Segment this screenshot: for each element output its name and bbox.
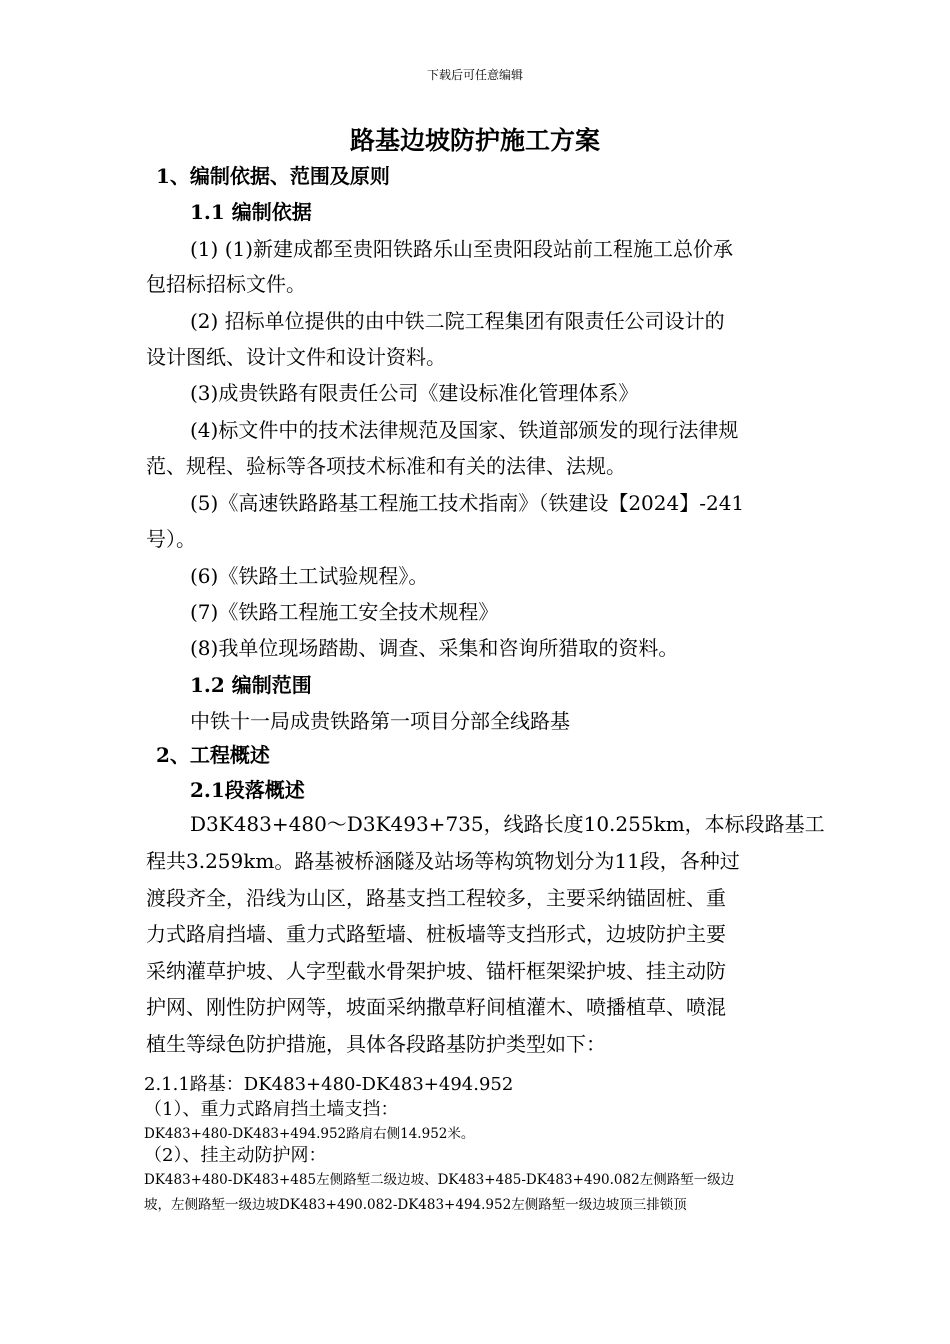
paragraph-line: 护网、刚性防护网等，坡面采纳撒草籽间植灌木、喷播植草、喷混 bbox=[146, 995, 726, 1019]
paragraph-line: (1) (1)新建成都至贵阳铁路乐山至贵阳段站前工程施工总价承 bbox=[190, 237, 734, 261]
paragraph-line: 渡段齐全，沿线为山区，路基支挡工程较多，主要采纳锚固桩、重 bbox=[146, 886, 726, 910]
paragraph-line: 包招标招标文件。 bbox=[146, 272, 306, 296]
paragraph-line: DK483+480-DK483+485左侧路堑二级边坡、DK483+485-DK483+490.082左侧路堑一级边 bbox=[144, 1172, 735, 1188]
paragraph-line: (2) 招标单位提供的由中铁二院工程集团有限责任公司设计的 bbox=[190, 309, 725, 333]
paragraph-line: 力式路肩挡墙、重力式路堑墙、桩板墙等支挡形式，边坡防护主要 bbox=[146, 922, 726, 946]
paragraph-line: 采纳灌草护坡、人字型截水骨架护坡、锚杆框架梁护坡、挂主动防 bbox=[146, 959, 726, 983]
paragraph-line: (4)标文件中的技术法律规范及国家、铁道部颁发的现行法律规 bbox=[190, 418, 739, 442]
paragraph-line: (5)《高速铁路路基工程施工技术指南》（铁建设【2024】-241 bbox=[190, 491, 745, 515]
paragraph-line: 设计图纸、设计文件和设计资料。 bbox=[146, 345, 446, 369]
paragraph-line: 中铁十一局成贵铁路第一项目分部全线路基 bbox=[190, 709, 570, 733]
paragraph-line: (3)成贵铁路有限责任公司《建设标准化管理体系》 bbox=[190, 381, 639, 405]
section-heading-2: 2、工程概述 bbox=[156, 743, 270, 767]
subsection-heading-1-1: 1.1 编制依据 bbox=[190, 200, 312, 224]
list-item: （2）、挂主动防护网： bbox=[144, 1145, 327, 1166]
paragraph-line: (6)《铁路土工试验规程》。 bbox=[190, 564, 429, 588]
document-title: 路基边坡防护施工方案 bbox=[349, 126, 600, 155]
paragraph-line: 坡，左侧路堑一级边坡DK483+490.082-DK483+494.952左侧路堑一级边坡顶三排锁顶 bbox=[144, 1197, 687, 1213]
section-heading-1: 1、编制依据、范围及原则 bbox=[156, 164, 390, 188]
subsection-heading-2-1-1: 2.1.1路基：DK483+480-DK483+494.952 bbox=[144, 1074, 514, 1095]
paragraph-line: 植生等绿色防护措施，具体各段路基防护类型如下： bbox=[146, 1032, 606, 1056]
paragraph-line: 号）。 bbox=[146, 527, 196, 551]
subsection-heading-1-2: 1.2 编制范围 bbox=[190, 673, 312, 697]
paragraph-line: DK483+480-DK483+494.952路肩右侧14.952米。 bbox=[144, 1126, 475, 1142]
paragraph-line: 范、规程、验标等各项技术标准和有关的法律、法规。 bbox=[146, 454, 626, 478]
list-item: （1）、重力式路肩挡土墙支挡： bbox=[144, 1099, 399, 1120]
subsection-heading-2-1: 2.1段落概述 bbox=[190, 778, 305, 802]
paragraph-line: (7)《铁路工程施工安全技术规程》 bbox=[190, 600, 499, 624]
paragraph-line: D3K483+480～D3K493+735，线路长度10.255km，本标段路基工 bbox=[190, 812, 825, 836]
page-header: 下载后可任意编辑 bbox=[426, 68, 523, 82]
paragraph-line: 程共3.259km。路基被桥涵隧及站场等构筑物划分为11段，各种过 bbox=[146, 849, 740, 873]
paragraph-line: (8)我单位现场踏勘、调查、采集和咨询所猎取的资料。 bbox=[190, 636, 679, 660]
